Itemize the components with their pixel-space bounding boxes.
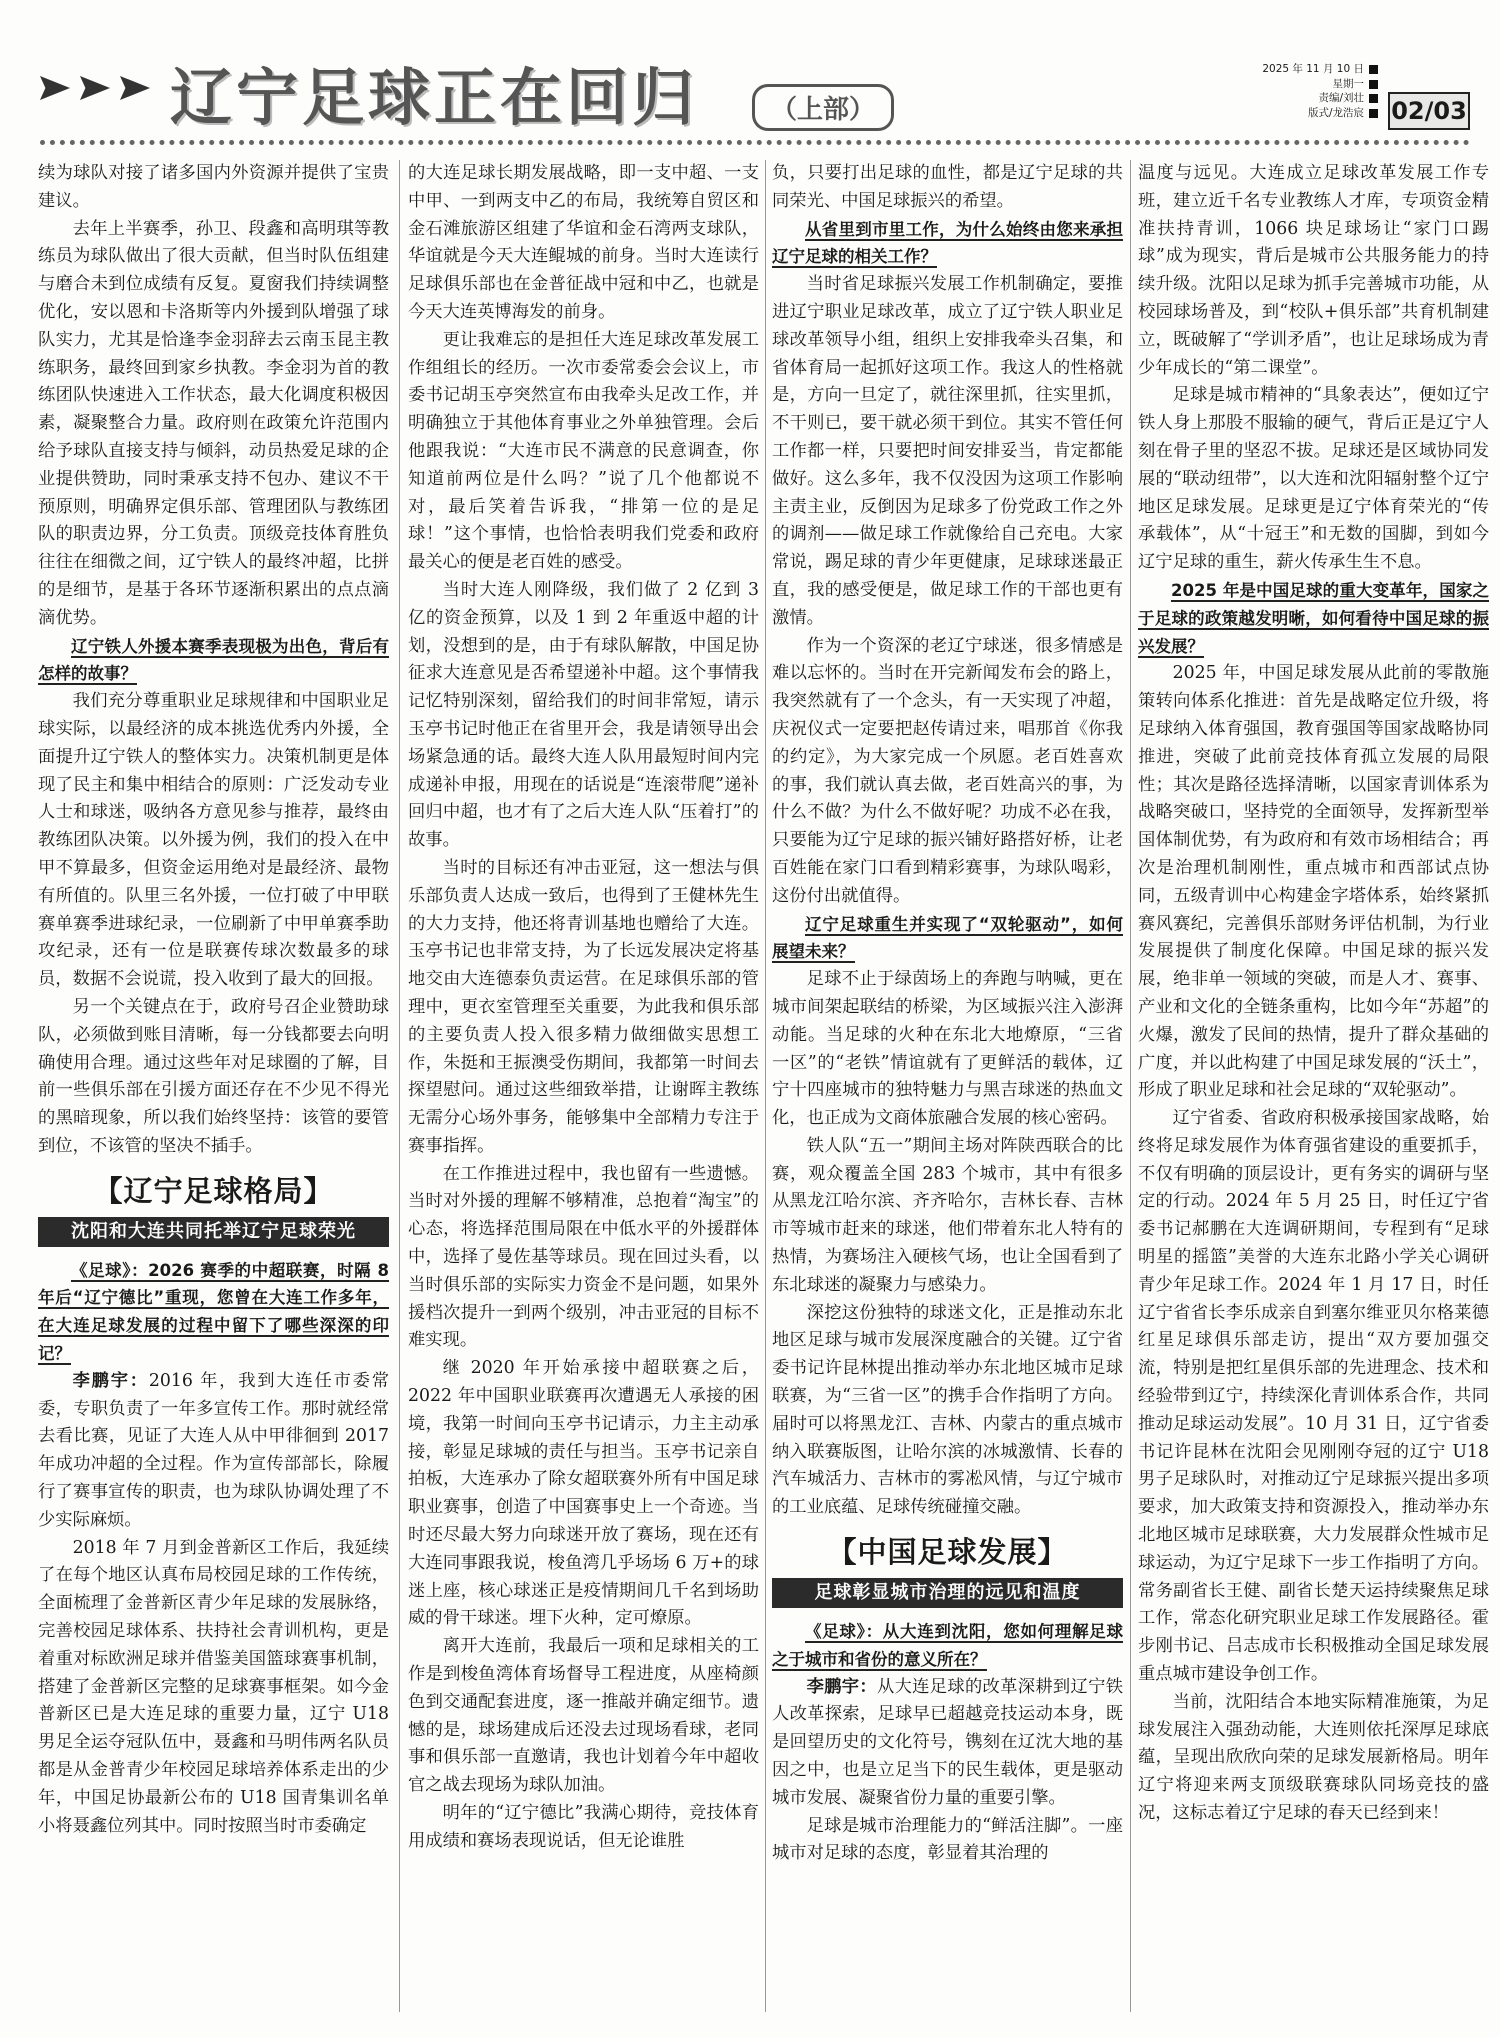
masthead — [40, 40, 1470, 140]
question-heading — [772, 911, 1123, 967]
arrow-right-icon — [120, 76, 150, 100]
question-text: 辽宁铁人外援本赛季表现极为出色，背后有怎样的故事？ — [38, 636, 389, 684]
header-divider — [40, 140, 1470, 145]
arrow-right-icon — [40, 76, 70, 100]
paragraph: 继 2020 年开始承接中超联赛之后，2022 年中国职业联赛再次遭遇无人承接的困境，我第一时间向玉亭书记请示，力主主动承接，彰显足球城的责任与担当。玉亭书记亲自拍板，大连承办了除女超联赛外所有中国足球职业赛事，创造了中国赛事史上一个奇迹。当时还尽最大努力向球迷开放了赛场，现在还有大连同事跟我说，梭鱼湾几乎场场 6 万+的球迷上座，核心球迷正是疫情期间几千名到场助威的骨干球迷。埋下火种，定可燎原。 — [408, 1358, 759, 1629]
question-text: 《足球》：从大连到沈阳，您如何理解足球之于城市和省份的意义所在？ — [772, 1622, 1123, 1669]
paragraph: 的大连足球长期发展战略，即一支中超、一支中甲、一到两支中乙的布局，我统筹自贸区和金石滩旅游区组建了华谊和金石湾两支球队，华谊就是今天大连鲲城的前身。当时大连读行足球俱乐部也在金普征战中冠和中乙，也就是今天大连英博海发的前身。 — [408, 163, 759, 322]
paragraph: 当时省足球振兴发展工作机制确定，要推进辽宁职业足球改革，成立了辽宁铁人职业足球改革领导小组，组织上安排我牵头召集，和省体育局一起抓好这项工作。我这人的性格就是，方向一旦定了，就往深里抓，往实里抓，不干则已，要干就必须干到位。其实不管任何工作都一样，只要把时间安排妥当，肯定都能做好。这么多年，我不仅没因为这项工作影响主责主业，反倒因为足球多了份党政工作之外的调剂——做足球工作就像给自己充电。大家常说，踢足球的青少年更健康，足球球迷最正直，我的感受便是，做足球工作的干部也更有激情。 — [772, 274, 1123, 628]
paragraph: 更让我难忘的是担任大连足球改革发展工作组组长的经历。一次市委常委会会议上，市委书记胡玉亭突然宣布由我牵头足改工作，并明确独立于其他体育事业之外单独管理。会后他跟我说：“大连市民不满意的民意调查，你知道前两位是什么吗？”说了几个他都说不对，最后笑着告诉我，“排第一位的是足球！”这个事情，也恰恰表明我们党委和政府最关心的便是老百姓的感受。 — [408, 329, 759, 573]
paragraph: 明年的“辽宁德比”我满心期待，竞技体育用成绩和赛场表现说话，但无论谁胜 — [408, 1803, 759, 1851]
paragraph: 足球不止于绿茵场上的奔跑与呐喊，更在城市间架起联结的桥梁，为区域振兴注入澎湃动能。当足球的火种在东北大地燎原，“三省一区”的“老铁”情谊就有了更鲜活的载体，辽宁十四座城市的独特魅力与黑吉球迷的热血文化，也正成为文商体旅融合发展的核心密码。 — [772, 969, 1123, 1129]
issue-weekday: 星期一 — [1262, 77, 1378, 92]
issue-meta — [1262, 62, 1378, 120]
paragraph: 我们充分尊重职业足球规律和中国职业足球实际，以最经济的成本挑选优秀内外援，全面提升辽宁铁人的整体实力。决策机制更是体现了民主和集中相结合的原则：广泛发动专业人士和球迷，吸纳各方意见参与推荐，最终由教练团队决策。以外援为例，我们的投入在中甲不算最多，但资金运用绝对是最经济、最物有所值的。队里三名外援，一位打破了中甲联赛单赛季进球纪录，一位刷新了中甲单赛季助攻纪录，还有一位是联赛传球次数最多的球员，数据不会说谎，投入收到了最大的回报。 — [38, 691, 389, 990]
question-text: 从省里到市里工作，为什么始终由您来承担辽宁足球的相关工作？ — [772, 219, 1123, 267]
paragraph: 作为一个资深的老辽宁球迷，很多情感是难以忘怀的。当时在开完新闻发布会的路上，我突然就有了一个念头，有一天实现了冲超，庆祝仪式一定要把赵传请过来，唱那首《你我的约定》，为大家完成一个夙愿。老百姓喜欢的事，我们就认真去做，老百姓高兴的事，为什么不做？为什么不做好呢？功成不必在我，只要能为辽宁足球的振兴铺好路搭好桥，让老百姓能在家门口看到精彩赛事，为球队喝彩，这份付出就值得。 — [772, 635, 1123, 906]
paragraph: 温度与远见。大连成立足球改革发展工作专班，建立近千名专业教练人才库，专项资金精准扶持青训，1066 块足球场让“家门口踢球”成为现实，背后是城市公共服务能力的持续升级。沈阳以足球为抓手完善城市功能，从校园球场普及，到“校队+俱乐部”共育机制建立，既破解了“学训矛盾”，也让足球场成为青少年成长的“第二课堂”。 — [1138, 163, 1489, 378]
article-column-3 — [772, 160, 1123, 2010]
question-heading — [38, 1257, 389, 1368]
article-column-2 — [408, 160, 759, 2010]
page-title: 辽宁足球正在回归 — [170, 61, 699, 134]
paragraph: 深挖这份独特的球迷文化，正是推动东北地区足球与城市发展深度融合的关键。辽宁省委书记许昆林提出推动举办东北地区城市足球联赛，为“三省一区”的携手合作指明了方向。届时可以将黑龙江、吉林、内蒙古的重点城市纳入联赛版图，让哈尔滨的冰城激情、长春的汽车城活力、吉林市的雾凇风情，与辽宁城市的工业底蕴、足球传统碰撞交融。 — [772, 1302, 1123, 1518]
issue-date: 2025 年 11 月 10 日 — [1262, 62, 1378, 77]
column-divider — [399, 160, 400, 2012]
paragraph: 当前，沈阳结合本地实际精准施策，为足球发展注入强劲动能，大连则依托深厚足球底蕴，呈现出欣欣向荣的足球发展新格局。明年辽宁将迎来两支顶级联赛球队同场竞技的盛况，这标志着辽宁足球的春天已经到来！ — [1138, 1691, 1489, 1824]
section-subtitle-bar: 足球彰显城市治理的远见和温度 — [772, 1578, 1123, 1608]
layout-credit: 版式/龙浩宸 — [1262, 106, 1378, 121]
paragraph: 当时大连人刚降级，我们做了 2 亿到 3 亿的资金预算，以及 1 到 2 年重返中超的计划，没想到的是，由于有球队解散，中国足协征求大连意见是否希望递补中超。这个事情我记忆特别深刻，留给我们的时间非常短，请示玉亭书记时他正在省里开会，我是请领导出会场紧急通的话。最终大连人队用最短时间内完成递补申报，用现在的话说是“连滚带爬”递补回归中超，也才有了之后大连人队“压着打”的故事。 — [408, 579, 759, 851]
paragraph: 铁人队“五一”期间主场对阵陕西联合的比赛，观众覆盖全国 283 个城市，其中有很多从黑龙江哈尔滨、齐齐哈尔，吉林长春、吉林市等城市赶来的球迷，他们带着东北人特有的热情，为赛场注入硬核气场，也让全国看到了东北球迷的凝聚力与感染力。 — [772, 1135, 1123, 1295]
article-column-1 — [38, 160, 389, 2010]
section-title: 【辽宁足球格局】 — [93, 1173, 334, 1208]
paragraph: 2018 年 7 月到金普新区工作后，我延续了在每个地区认真布局校园足球的工作传统，全面梳理了金普新区青少年足球的发展脉络，完善校园足球体系、扶持社会青训机构，更是着重对标欧洲足球并借鉴美国篮球赛事机制，搭建了金普新区完整的足球赛事框架。如今金普新区已是大连足球的重要力量，辽宁 U18 男足全运夺冠队伍中，聂鑫和马明伟两名队员都是从金普青少年校园足球培养体系走出的少年，中国足协最新公布的 U18 国青集训名单小将聂鑫位列其中。同时按照当时市委确定 — [38, 1537, 389, 1836]
article-column-4 — [1138, 160, 1489, 2010]
title-part-tag: （上部） — [752, 84, 894, 131]
paragraph: 离开大连前，我最后一项和足球相关的工作是到梭鱼湾体育场督导工程进度，从座椅颜色到交通配套进度，逐一推敲并确定细节。遗憾的是，球场建成后还没去过现场看球，老同事和俱乐部一直邀请，我也计划着今年中超收官之战去现场为球队加油。 — [408, 1636, 759, 1796]
paragraph: 2025 年，中国足球发展从此前的零散施策转向体系化推进：首先是战略定位升级，将足球纳入体育强国，教育强国等国家战略协同推进，突破了此前竞技体育孤立发展的局限性；其次是路径选择清晰，以国家青训体系为战略突破口，坚持党的全面领导，发挥新型举国体制优势，有为政府和有效市场相结合；再次是治理机制刚性，重点城市和西部试点协同，五级青训中心构建金字塔体系，始终紧抓赛风赛纪，完善俱乐部财务评估机制，为行业发展提供了制度化保障。中国足球的振兴发展，绝非单一领域的突破，而是人才、赛事、产业和文化的全链条重构，比如今年“苏超”的火爆，激发了民间的热情，提升了群众基础的广度，并以此构建了中国足球发展的“沃土”，形成了职业足球和社会足球的“双轮驱动”。 — [1138, 663, 1489, 1101]
paragraph: 辽宁省委、省政府积极承接国家战略，始终将足球发展作为体育强省建设的重要抓手，不仅有明确的顶层设计，更有务实的调研与坚定的行动。2024 年 5 月 25 日，时任辽宁省委书记郝鹏在大连调研期间，专程到有“足球明星的摇篮”美誉的大连东北路小学关心调研青少年足球工作。2024 年 1 月 17 日，时任辽宁省省长李乐成亲自到塞尔维亚贝尔格莱德红星足球俱乐部走访，提出“双方要加强交流，特别是把红星俱乐部的先进理念、技术和经验带到辽宁，持续深化青训体系合作，共同推动足球运动发展”。10 月 31 日，辽宁省委书记许昆林在沈阳会见刚刚夺冠的辽宁 U18 男子足球队时，对推动辽宁足球振兴提出多项要求，加大政策支持和资源投入，推动举办东北地区城市足球联赛，大力发展群众性城市足球运动，为辽宁足球下一步工作指明了方向。常务副省长王健、副省长楚天运持续聚焦足球工作，常态化研究职业足球工作发展路径。霍步刚书记、吕志成市长积极推动全国足球发展重点城市建设争创工作。 — [1138, 1108, 1489, 1685]
question-text: 2025 年是中国足球的重大变革年，国家之于足球的政策越发明晰，如何看待中国足球的振兴发展？ — [1138, 580, 1489, 656]
paragraph: 足球是城市治理能力的“鲜活注脚”。一座城市对足球的态度，彰显着其治理的 — [772, 1815, 1123, 1864]
question-heading — [772, 216, 1123, 272]
section-subtitle-bar: 沈阳和大连共同托举辽宁足球荣光 — [38, 1217, 389, 1247]
editor-credit: 责编/刘壮 — [1262, 91, 1378, 106]
paragraph: 足球是城市精神的“具象表达”，便如辽宁铁人身上那股不服输的硬气，背后正是辽宁人刻在骨子里的坚忍不拔。足球还是区域协同发展的“联动纽带”，以大连和沈阳辐射整个辽宁地区足球发展。足球更是辽宁体育荣光的“传承载体”，从“十冠王”和无数的国脚，到如今辽宁足球的重生，薪火传承生生不息。 — [1138, 385, 1489, 573]
section-title: 【中国足球发展】 — [827, 1535, 1068, 1570]
question-heading — [38, 633, 389, 689]
paragraph: 当时的目标还有冲击亚冠，这一想法与俱乐部负责人达成一致后，也得到了王健林先生的大力支持，他还将青训基地也赠给了大连。玉亭书记也非常支持，为了长远发展决定将基地交由大连德泰负责运营。在足球俱乐部的管理中，更衣室管理至关重要，为此我和俱乐部的主要负责人投入很多精力做细做实思想工作，朱挺和王振澳受伤期间，我都第一时间去探望慰问。通过这些细致举措，让谢晖主教练无需分心场外事务，能够集中全部精力专注于赛事指挥。 — [408, 857, 759, 1156]
interviewee-name: 李鹏宇： — [72, 1370, 149, 1391]
interviewee-name: 李鹏宇： — [806, 1676, 877, 1697]
question-heading — [772, 1618, 1123, 1674]
paragraph: 在工作推进过程中，我也留有一些遗憾。当时对外援的理解不够精准，总抱着“淘宝”的心态，将选择范围局限在中低水平的外援群体中，选择了曼佐基等球员。现在回过头看，以当时俱乐部的实际实力资金不是问题，如果外援档次提升一到两个级别，冲击亚冠的目标不难实现。 — [408, 1163, 759, 1351]
arrow-right-icon — [80, 76, 110, 100]
paragraph: 续为球队对接了诸多国内外资源并提供了宝贵建议。 — [38, 163, 389, 211]
paragraph: 另一个关键点在于，政府号召企业赞助球队，必须做到账目清晰，每一分钱都要去向明确使用合理。通过这些年对足球圈的了解，目前一些俱乐部在引援方面还存在不少见不得光的黑暗现象，所以我们始终坚持：该管的要管到位，不该管的坚决不插手。 — [38, 996, 389, 1156]
answer-paragraph — [38, 1368, 389, 1535]
answer-paragraph — [772, 1674, 1123, 1813]
column-divider — [765, 160, 766, 2012]
question-heading — [1138, 577, 1489, 660]
arrow-icons — [40, 76, 150, 100]
question-text: 辽宁足球重生并实现了“双轮驱动”，如何展望未来？ — [772, 914, 1123, 962]
page-number-badge: 02/03 — [1388, 92, 1470, 130]
column-divider — [1130, 160, 1131, 2012]
question-text: 《足球》：2026 赛季的中超联赛，时隔 8 年后“辽宁德比”重现，您曾在大连工作多年，在大连足球发展的过程中留下了哪些深深的印记？ — [38, 1260, 389, 1364]
paragraph: 去年上半赛季，孙卫、段鑫和高明琪等教练员为球队做出了很大贡献，但当时队伍组建与磨合未到位成绩有反复。夏窗我们持续调整优化，安以恩和卡洛斯等内外援到队增强了球队实力，尤其是恰逢李金羽辞去云南玉昆主教练职务，最终回到家乡执教。李金羽为首的教练团队快速进入工作状态，最大化调度积极因素，凝聚整合力量。政府则在政策允许范围内给予球队直接支持与倾斜，动员热爱足球的企业提供赞助，同时秉承支持不包办、建议不干预原则，明确界定俱乐部、管理团队与教练团队的职责边界，分工负责。顶级竞技体育胜负往往在细微之间，辽宁铁人的最终冲超，比拼的是细节，是基于各环节逐渐积累出的点点滴滴优势。 — [38, 218, 389, 628]
answer-text: 2016 年，我到大连任市委常委，专职负责了一年多宣传工作。那时就经常去看比赛，见证了大连人从中甲徘徊到 2017 年成功冲超的全过程。作为宣传部部长，除履行了赛事宣传的职责，也为球队协调处理了不少实际麻烦。 — [38, 1370, 389, 1530]
paragraph: 负，只要打出足球的血性，都是辽宁足球的共同荣光、中国足球振兴的希望。 — [772, 163, 1123, 211]
answer-text: 从大连足球的改革深耕到辽宁铁人改革探索，足球早已超越竞技运动本身，既是回望历史的文化符号，镌刻在辽沈大地的基因之中，也是立足当下的民生载体，更是驱动城市发展、凝聚省份力量的重要引擎。 — [772, 1676, 1123, 1808]
